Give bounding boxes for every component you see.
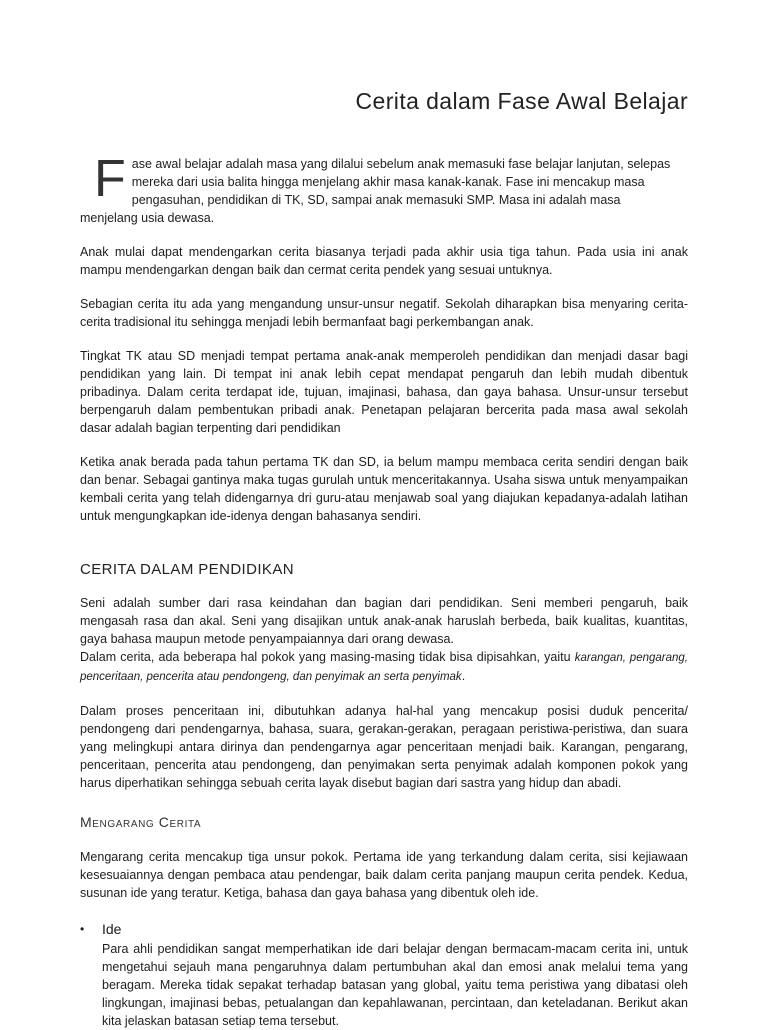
drop-cap: F	[94, 150, 126, 208]
section-heading-pendidikan: CERITA DALAM PENDIDIKAN	[80, 561, 294, 578]
page-title: Cerita dalam Fase Awal Belajar	[355, 88, 688, 114]
paragraph-3: Tingkat TK atau SD menjadi tempat pertama anak-anak memperoleh pendidikan dan menjadi dasar bagi pendidikan yang lain. Di tempat ini anak lebih cepat mendapat pengaruh dan lebih mudah dibentuk pribadinya. Dalam cerita terdapat ide, tujuan, imajinasi, bahasa, dan gaya bahasa. Unsur-unsur tersebut berpengaruh dalam pembentukan pribadi anak. Penetapan pelajaran bercerita pada masa awal sekolah dasar adalah bagian terpenting dari pendidikan	[80, 349, 688, 435]
document-body	[80, 150, 688, 1030]
bullet-title: Ide	[102, 921, 122, 937]
bullet-dot-icon: •	[80, 922, 85, 936]
paragraph-4: Ketika anak berada pada tahun pertama TK dan SD, ia belum mampu membaca cerita sendiri dengan baik dan benar. Sebagai gantinya maka tugas gurulah untuk menceritakannya. Usaha siswa untuk menyampaikan kembali cerita yang telah didengarnya dri guru-atau menjawab soal yang diajukan kepadanya-adalah latihan untuk mengungkapkan ide-idenya dengan bahasanya sendiri.	[80, 455, 688, 523]
intro-line-2: mereka dari usia balita hingga menjelang akhir masa kanak-kanak. Fase ini mencakup masa	[131, 175, 645, 189]
intro-line-1: ase awal belajar adalah masa yang dilalui sebelum anak memasuki fase belajar lanjutan, selepas	[131, 157, 671, 171]
section1-paragraph-2-end: .	[461, 669, 466, 683]
section1-paragraph-2-lead: Dalam cerita, ada beberapa hal pokok yang masing-masing tidak bisa dipisahkan, yaitu	[80, 650, 575, 664]
intro-line-4: menjelang usia dewasa.	[80, 211, 215, 225]
paragraph-1: Anak mulai dapat mendengarkan cerita biasanya terjadi pada akhir usia tiga tahun. Pada usia ini anak mampu mendengarkan dengan baik dan cermat cerita pendek yang sesuai untuknya.	[80, 245, 688, 277]
section1-paragraph-1: Seni adalah sumber dari rasa keindahan dan bagian dari pendidikan. Seni memberi pengaruh, baik mengasah rasa dan akal. Seni yang disajikan untuk anak-anak haruslah berbeda, baik kualitas, kuantitas, gaya bahasa maupun metode penyampaiannya dari orang dewasa.	[80, 596, 688, 646]
intro-line-3: pengasuhan, pendidikan di TK, SD, sampai anak memasuki SMP. Masa ini adalah masa	[131, 193, 621, 207]
bullet-text: Para ahli pendidikan sangat memperhatikan ide dari belajar dengan bermacam-macam cerita ini, untuk mengetahui sejauh mana pengaruhnya dalam pertumbuhan akal dan emosi anak melalui tema yang beragam. Mereka tidak sepakat terhadap batasan yang global, yaitu tema peristiwa yang dibatasi oleh lingkungan, imajinasi bebas, petualangan dan kepahlawanan, percintaan, dan keteladanan. Berikut akan kita jelaskan batasan setiap tema tersebut.	[102, 942, 688, 1028]
section2-paragraph-1: Mengarang cerita mencakup tiga unsur pokok. Pertama ide yang terkandung dalam cerita, sisi kejiawaan kesesuaiannya dengan pembaca atau pendengar, baik dalam cerita panjang maupun cerita pendek. Kedua, susunan ide yang teratur. Ketiga, bahasa dan gaya bahasa yang dibentuk oleh ide.	[80, 850, 688, 900]
bullet-item-ide	[80, 920, 688, 1030]
bullet-body	[102, 920, 688, 1030]
section1-paragraph-2	[80, 648, 688, 686]
intro-paragraph	[80, 150, 688, 227]
section1-paragraph-3: Dalam proses penceritaan ini, dibutuhkan adanya hal-hal yang mencakup posisi duduk pencerita/ pendongeng dari pendengarnya, bahasa, suara, gerakan-gerakan, peragaan peristiwa-peristiwa, dan suara yang melingkupi antara dirinya dan pendengarnya agar penceritaan menjadi baik. Karangan, pengarang, penceritaan, pencerita atau pendongeng, dan penyimakan serta penyimak adalah komponen pokok yang harus diperhatikan sehingga sebuah cerita layak disebut bagian dari sastra yang hidup dan abadi.	[80, 704, 688, 790]
section-heading-mengarang: Mengarang Cerita	[80, 814, 202, 830]
paragraph-2: Sebagian cerita itu ada yang mengandung unsur-unsur negatif. Sekolah diharapkan bisa menyaring cerita-cerita tradisional itu sehingga menjadi lebih bermanfaat bagi perkembangan anak.	[80, 297, 688, 329]
section1-paragraph-2-italic: karangan, pengarang, penceritaan, pencerita atau pendongeng, dan penyimak an serta penyimak	[80, 652, 688, 683]
